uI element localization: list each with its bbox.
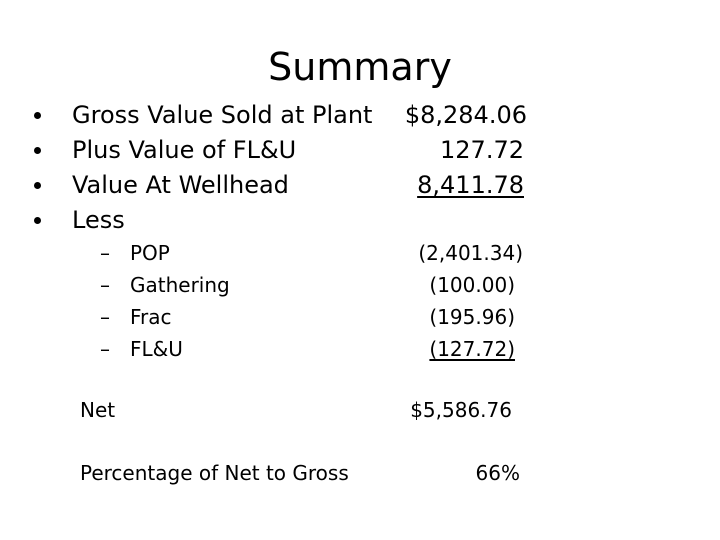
bullet-label-wellhead: Value At Wellhead — [72, 171, 289, 199]
bullet-dot-icon — [34, 182, 41, 189]
sub-label-flu: FL&U — [130, 337, 183, 361]
net-value: $5,586.76 — [410, 398, 512, 422]
bullet-label-gross-value: Gross Value Sold at Plant — [72, 101, 373, 129]
bullet-value-wellhead: 8,411.78 — [417, 171, 524, 199]
sub-label-frac: Frac — [130, 305, 172, 329]
sub-label-gathering: Gathering — [130, 273, 230, 297]
sub-dash-icon: – — [100, 337, 110, 361]
percentage-label: Percentage of Net to Gross — [80, 461, 349, 485]
sub-value-pop: (2,401.34) — [418, 241, 523, 265]
percentage-value: 66% — [475, 461, 520, 485]
bullet-value-gross-value: $8,284.06 — [404, 101, 527, 129]
sub-value-flu: (127.72) — [429, 337, 515, 361]
sub-dash-icon: – — [100, 305, 110, 329]
sub-dash-icon: – — [100, 241, 110, 265]
sub-label-pop: POP — [130, 241, 170, 265]
bullet-dot-icon — [34, 217, 41, 224]
sub-dash-icon: – — [100, 273, 110, 297]
bullet-dot-icon — [34, 147, 41, 154]
bullet-dot-icon — [34, 112, 41, 119]
bullet-label-less: Less — [72, 206, 125, 234]
sub-value-frac: (195.96) — [429, 305, 515, 329]
bullet-label-value-flu: Plus Value of FL&U — [72, 136, 297, 164]
bullet-value-value-flu: 127.72 — [440, 136, 524, 164]
slide-title: Summary — [268, 45, 452, 89]
sub-value-gathering: (100.00) — [429, 273, 515, 297]
net-label: Net — [80, 398, 116, 422]
